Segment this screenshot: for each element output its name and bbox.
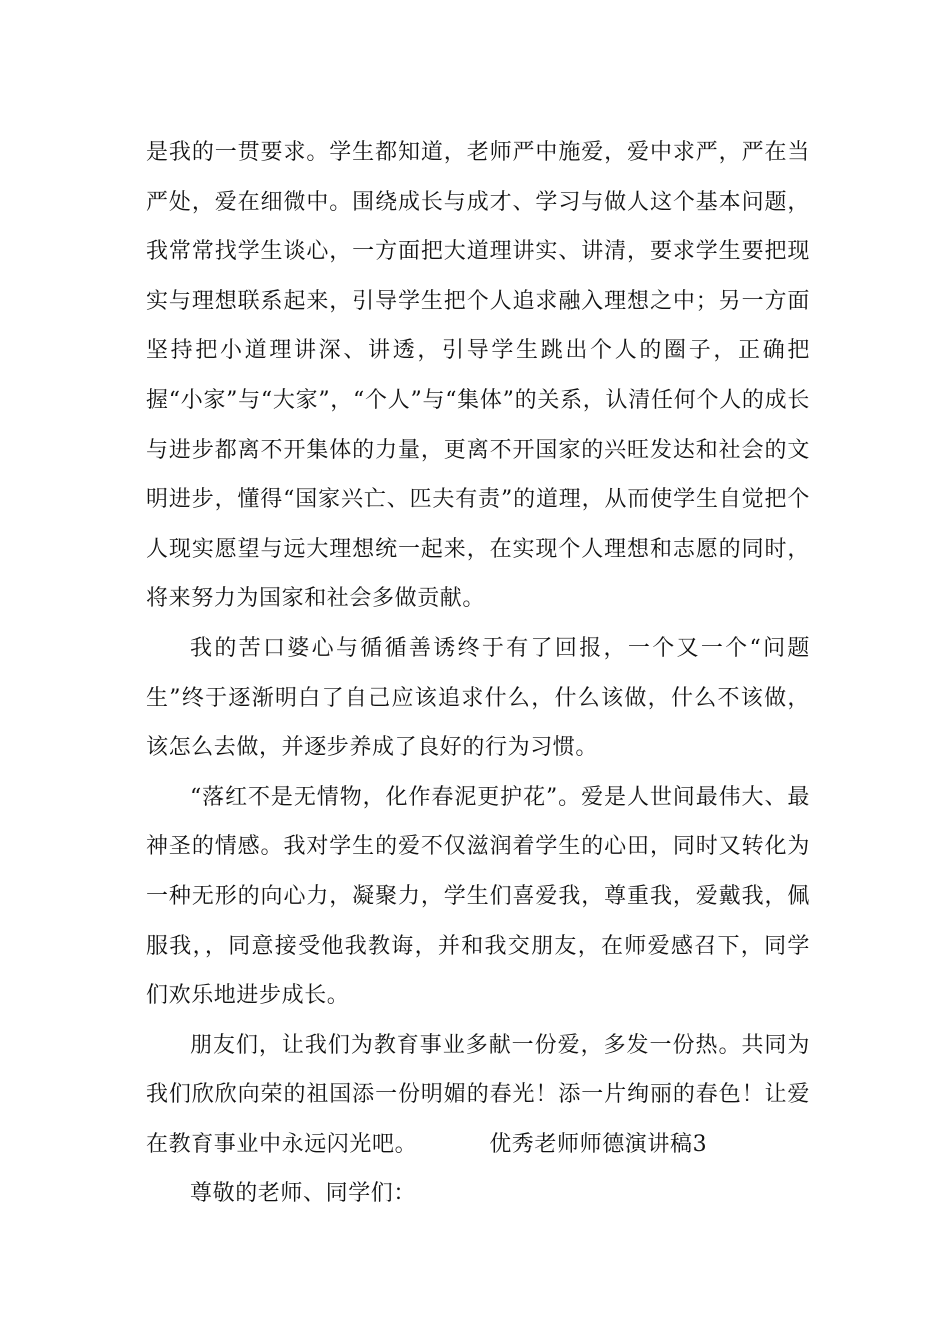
paragraph-4-text: 朋友们，让我们为教育事业多献一份爱，多发一份热。共同为我们欣欣向荣的祖国添一份明媚的春光！添一片绚丽的春色！让爱在教育事业中永远闪光吧。 (146, 1032, 810, 1157)
section-title: 优秀老师师德演讲稿3 (489, 1131, 708, 1157)
paragraph-2: 我的苦口婆心与循循善诱终于有了回报，一个又一个“问题生”终于逐渐明白了自己应该追求什么，什么该做，什么不该做，该怎么去做，并逐步养成了良好的行为习惯。 (146, 635, 810, 761)
document-body (146, 128, 810, 1219)
paragraph-1: 是我的一贯要求。学生都知道，老师严中施爱，爱中求严，严在当严处，爱在细微中。围绕成长与成才、学习与做人这个基本问题，我常常找学生谈心，一方面把大道理讲实、讲清，要求学生要把现实与理想联系起来，引导学生把个人追求融入理想之中；另一方面坚持把小道理讲深、讲透，引导学生跳出个人的圈子，正确把握“小家”与“大家”，“个人”与“集体”的关系，认清任何个人的成长与进步都离不开集体的力量，更离不开国家的兴旺发达和社会的文明进步，懂得“国家兴亡、匹夫有责”的道理，从而使学生自觉把个人现实愿望与远大理想统一起来，在实现个人理想和志愿的同时，将来努力为国家和社会多做贡献。 (146, 140, 810, 612)
paragraph-5-salutation: 尊敬的老师、同学们： (190, 1181, 417, 1207)
paragraph-4 (146, 1021, 810, 1170)
paragraph-3: “落红不是无情物，化作春泥更护花”。爱是人世间最伟大、最神圣的情感。我对学生的爱不仅滋润着学生的心田，同时又转化为一种无形的向心力，凝聚力，学生们喜爱我，尊重我，爱戴我，佩服我，，同意接受他我教诲，并和我交朋友，在师爱感召下，同学们欢乐地进步成长。 (146, 784, 810, 1009)
